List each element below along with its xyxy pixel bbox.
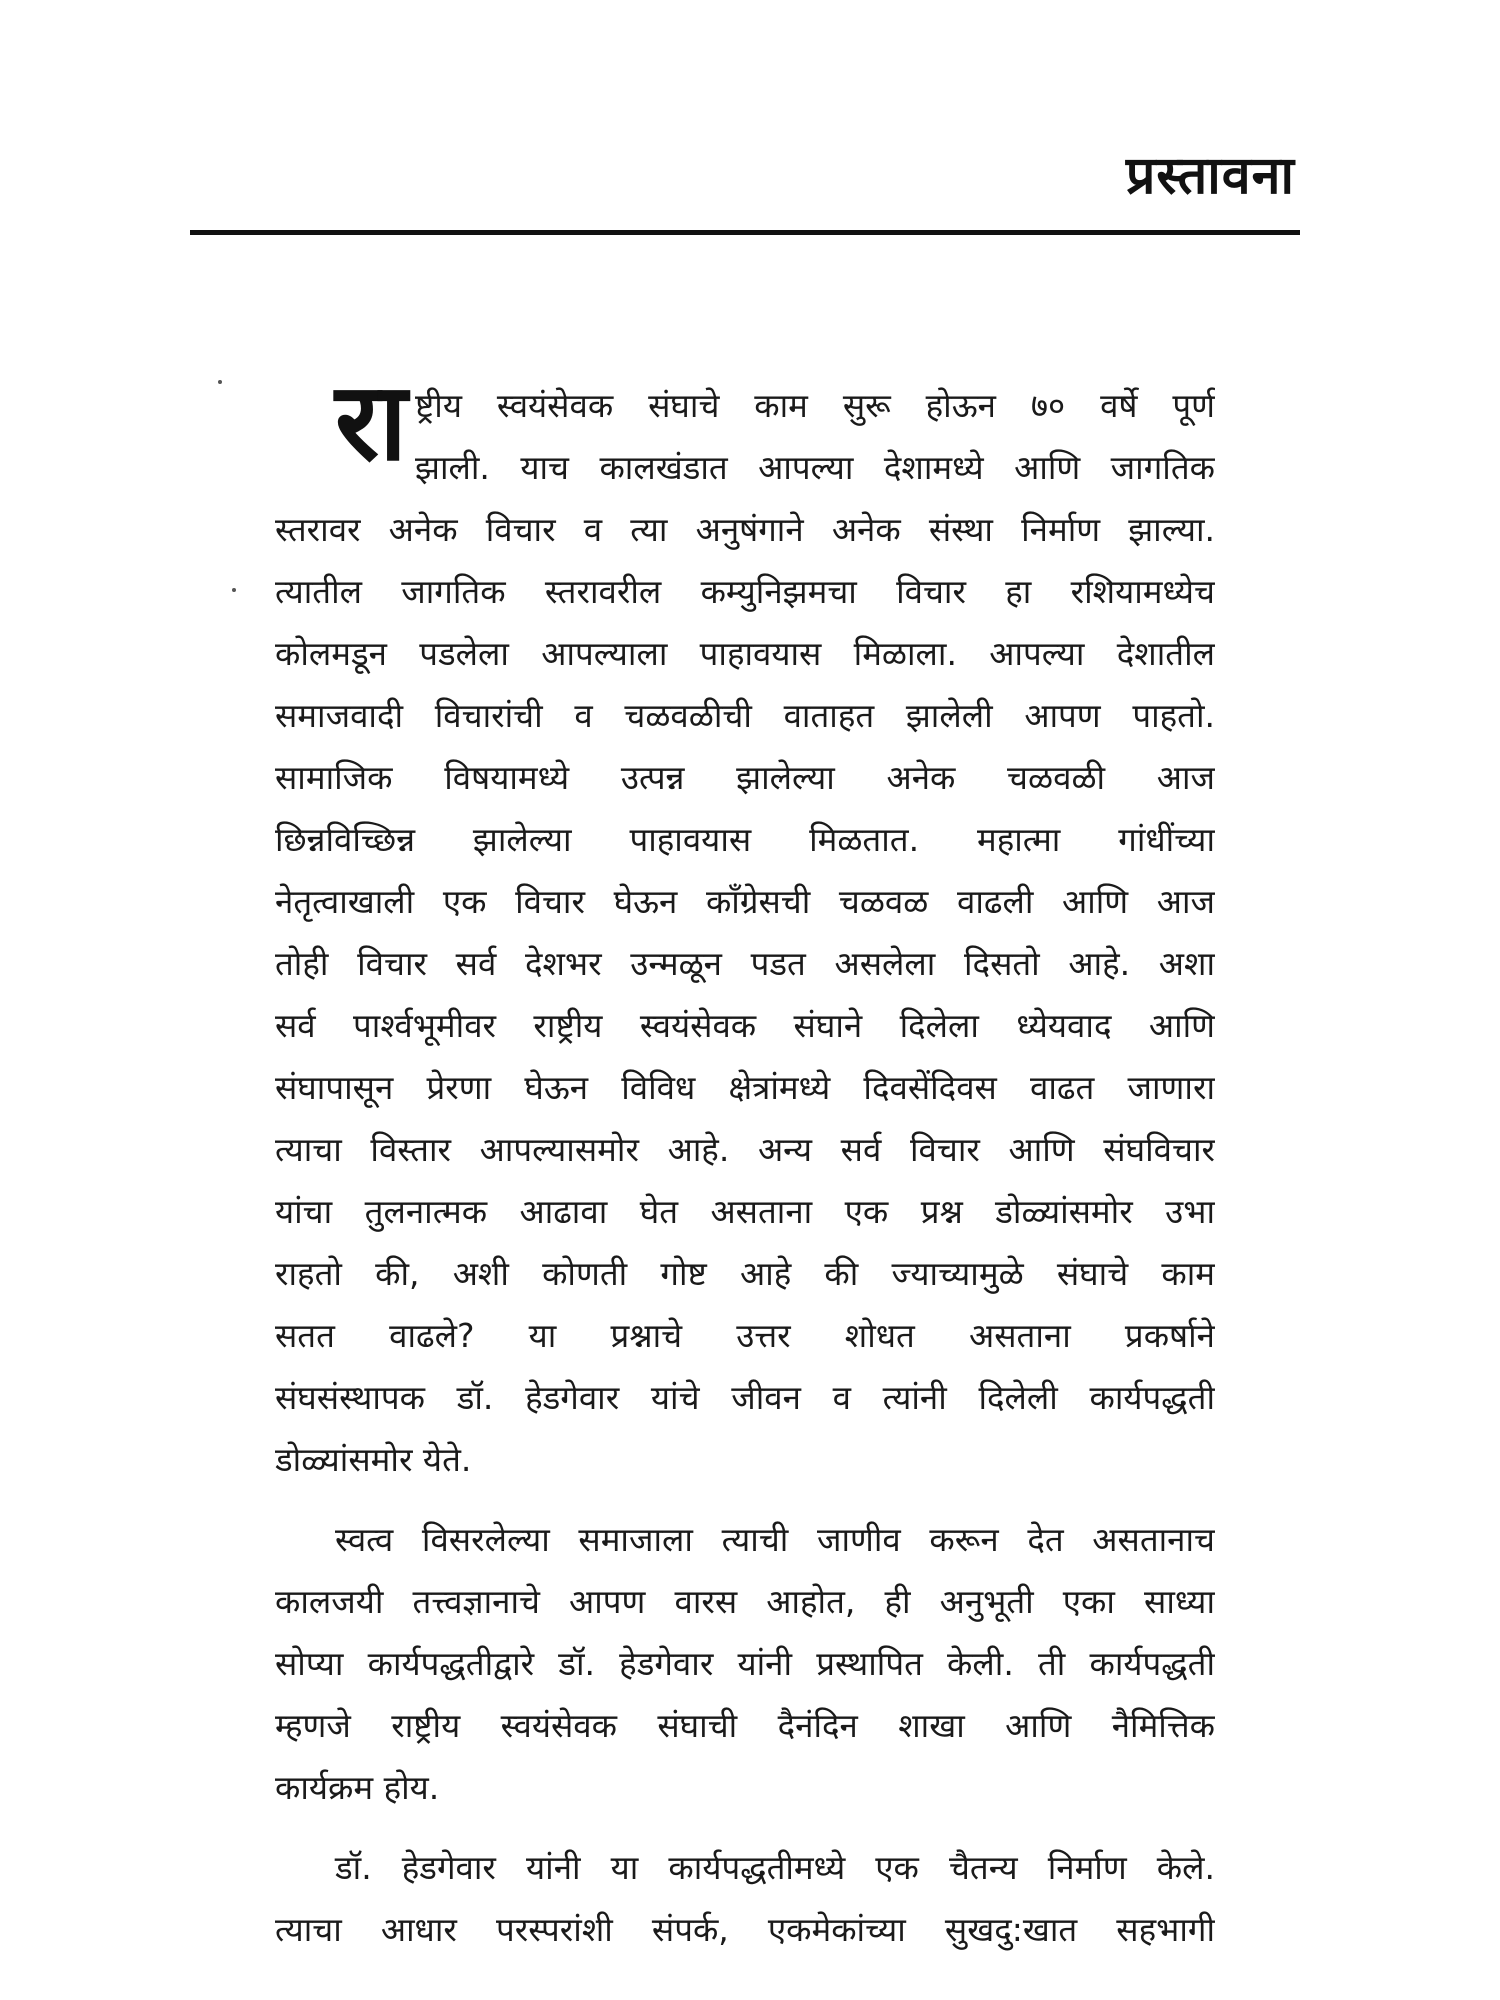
header-rule [190,230,1300,235]
text-line: डोळ्यांसमोर येते. [275,1440,472,1479]
paragraph-1 [275,360,1215,1491]
paragraph-2 [275,1509,1215,1819]
text-line: संघसंस्थापक डॉ. हेडगेवार यांचे जीवन व त्यांनी दिलेली कार्यपद्धती [275,1378,1215,1417]
text-line: स्तरावर अनेक विचार व त्या अनुषंगाने अनेक संस्था निर्माण झाल्या. [275,510,1215,549]
text-line: त्यातील जागतिक स्तरावरील कम्युनिझमचा विचार हा रशियामध्येच [275,572,1215,611]
text-line: सर्व पार्श्वभूमीवर राष्ट्रीय स्वयंसेवक संघाने दिलेला ध्येयवाद आणि [275,1006,1215,1045]
scan-speck [218,380,222,384]
text-line: कोलमडून पडलेला आपल्याला पाहावयास मिळाला. आपल्या देशातील [275,634,1215,673]
text-line: म्हणजे राष्ट्रीय स्वयंसेवक संघाची दैनंदिन शाखा आणि नैमित्तिक [275,1706,1215,1745]
text-line: यांचा तुलनात्मक आढावा घेत असताना एक प्रश्न डोळ्यांसमोर उभा [275,1192,1215,1231]
dropcap-letter: रा [335,360,408,485]
dropcap-block [275,360,1215,499]
text-line: त्याचा आधार परस्परांशी संपर्क, एकमेकांच्या सुखदु:खात सहभागी [275,1910,1215,1949]
text-line: सामाजिक विषयामध्ये उत्पन्न झालेल्या अनेक चळवळी आज [275,758,1215,797]
text-line: समाजवादी विचारांची व चळवळीची वाताहत झालेली आपण पाहतो. [275,696,1215,735]
text-line: त्याचा विस्तार आपल्यासमोर आहे. अन्य सर्व विचार आणि संघविचार [275,1130,1215,1169]
text-line: नेतृत्वाखाली एक विचार घेऊन काँग्रेसची चळवळ वाढली आणि आज [275,882,1215,921]
text-line: सोप्या कार्यपद्धतीद्वारे डॉ. हेडगेवार यांनी प्रस्थापित केली. ती कार्यपद्धती [275,1644,1215,1683]
body-text [275,360,1215,1961]
paragraph-gap [275,1819,1215,1837]
text-line: ष्ट्रीय स्वयंसेवक संघाचे काम सुरू होऊन ७० वर्षे पूर्ण [415,386,1215,425]
text-line: छिन्नविच्छिन्न झालेल्या पाहावयास मिळतात. महात्मा गांधींच्या [275,820,1215,859]
paragraph-gap [275,1491,1215,1509]
text-line: राहतो की, अशी कोणती गोष्ट आहे की ज्याच्यामुळे संघाचे काम [275,1254,1215,1293]
text-line: डॉ. हेडगेवार यांनी या कार्यपद्धतीमध्ये एक चैतन्य निर्माण केले. [335,1848,1215,1887]
scan-speck [232,588,236,592]
text-line: सतत वाढले? या प्रश्नाचे उत्तर शोधत असताना प्रकर्षाने [275,1316,1215,1355]
text-line: स्वत्व विसरलेल्या समाजाला त्याची जाणीव करून देत असतानाच [335,1520,1215,1559]
chapter-title: प्रस्तावना [1125,146,1295,206]
text-line: संघापासून प्रेरणा घेऊन विविध क्षेत्रांमध्ये दिवसेंदिवस वाढत जाणारा [275,1068,1215,1107]
text-line: झाली. याच कालखंडात आपल्या देशामध्ये आणि जागतिक [415,448,1215,487]
paragraph-3 [275,1837,1215,1961]
text-line: तोही विचार सर्व देशभर उन्मळून पडत असलेला दिसतो आहे. अशा [275,944,1215,983]
text-line: कालजयी तत्त्वज्ञानाचे आपण वारस आहोत, ही अनुभूती एका साध्या [275,1582,1215,1621]
text-line: कार्यक्रम होय. [275,1768,440,1807]
